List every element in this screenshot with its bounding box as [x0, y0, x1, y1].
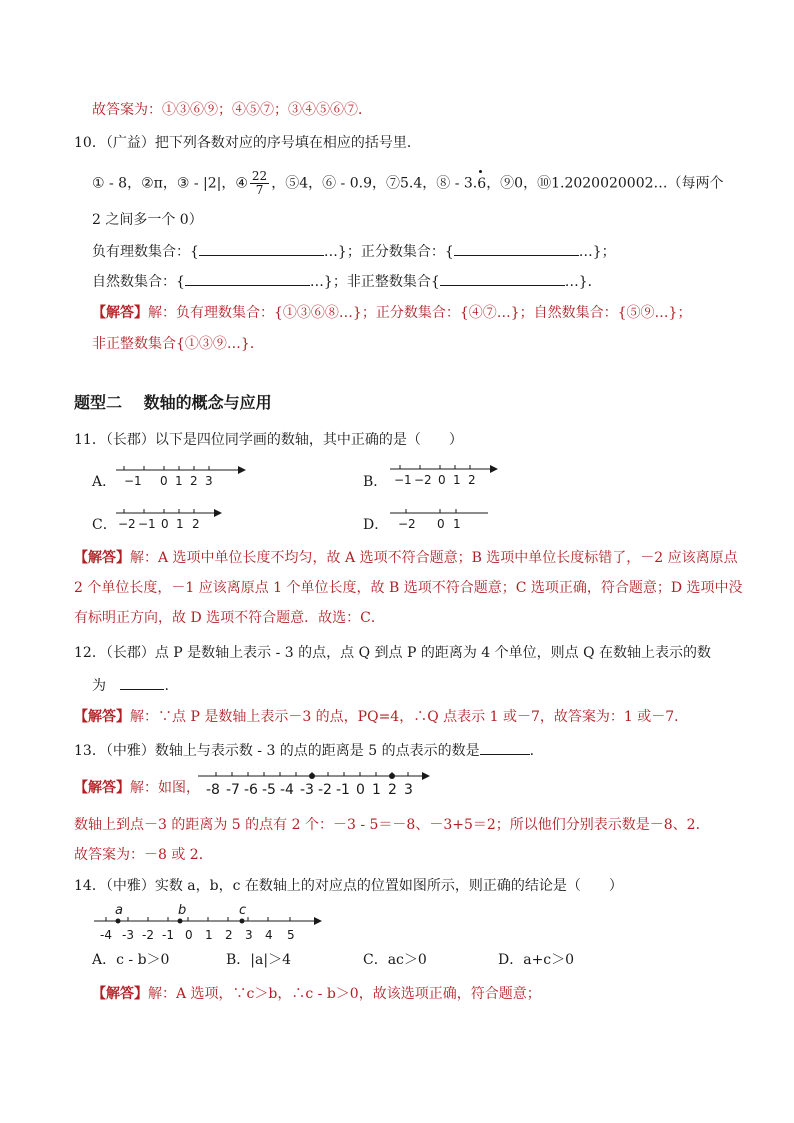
set-negative-rational-label: 负有理数集合：{	[92, 244, 199, 260]
tick-label-0: -8	[206, 782, 220, 798]
numbers-part-c: ，⑨0，⑩1.2020020002…（每两个	[486, 175, 724, 192]
numbers-part-a: ① - 8，②π，③ - |2|，④	[92, 175, 248, 192]
tick-label-6: -2	[318, 782, 332, 798]
tick-label-7: -1	[336, 782, 350, 798]
point-b-label: b	[178, 903, 187, 918]
question-12-stem-word: 为	[92, 678, 106, 694]
point-2	[389, 773, 395, 779]
tick-label-5: -3	[300, 782, 314, 798]
q14-tick-3: -1	[162, 928, 174, 942]
q14-tick-0: -4	[100, 928, 112, 942]
tick-c-4: 2	[192, 517, 200, 531]
tick-a-2: 1	[175, 474, 183, 488]
blank-nonpositive-int[interactable]	[440, 271, 565, 286]
set-natural-label: 自然数集合：{	[92, 274, 185, 290]
tick-label-11: 3	[404, 782, 413, 798]
answer-text: 解：∵点 P 是数轴上表示－3 的点，PQ=4，∴Q 点表示 1 或－7，故答案为：1 或－7．	[130, 709, 689, 725]
set-positive-fraction-label: …}；正分数集合：{	[323, 244, 454, 260]
set-row-1	[92, 241, 616, 262]
answer-label: 【解答】	[92, 986, 148, 1002]
set-row-1-end: …}；	[578, 244, 616, 260]
tick-label-1: -7	[226, 782, 240, 798]
question-13-answer-pre	[74, 778, 200, 798]
tick-label-4: -4	[280, 782, 294, 798]
tick-d-2: 1	[453, 517, 461, 531]
question-10-answer-cont: 非正整数集合{①③⑨…}．	[92, 336, 264, 352]
tick-b-2: 0	[438, 473, 446, 487]
number-line-d	[386, 503, 496, 533]
blank-negative-rational[interactable]	[199, 241, 324, 256]
question-10-stem: 10．（广益）把下列各数对应的序号填在相应的括号里．	[74, 135, 421, 151]
question-14-stem: 14．（中雅）实数 a，b，c 在数轴上的对应点的位置如图所示，则正确的结论是（ ）	[74, 878, 623, 894]
q14-tick-7: 3	[245, 928, 253, 942]
point-b	[178, 919, 183, 924]
tick-d-1: 0	[437, 517, 445, 531]
tick-label-9: 1	[372, 782, 381, 798]
answer-text: 解：A 选项，∵c＞b，∴c - b＞0，故该选项正确，符合题意；	[148, 986, 541, 1002]
option-a-label: A．	[92, 474, 117, 490]
q14-tick-9: 5	[287, 928, 295, 942]
question-11-answer-1	[74, 548, 738, 568]
q14-tick-8: 4	[265, 928, 273, 942]
answer-label: 【解答】	[74, 550, 130, 566]
q14-tick-6: 2	[225, 928, 233, 942]
tick-c-2: 0	[161, 517, 169, 531]
numbers-part-b: ，⑤4，⑥ - 0.9，⑦5.4，⑧ - 3.	[271, 175, 478, 192]
option-b-label: B．	[363, 474, 388, 490]
point-a-label: a	[115, 903, 123, 918]
question-14-answer	[92, 984, 541, 1004]
question-10-numbers	[92, 170, 724, 197]
tick-label-3: -5	[262, 782, 276, 798]
question-12-stem-cont: 为 .	[92, 675, 169, 696]
answer-text: 解：如图，	[130, 780, 200, 796]
question-13-stem-text: 13．（中雅）数轴上与表示数 - 3 的点的距离是 5 的点表示的数是	[74, 743, 480, 759]
tick-b-3: 1	[453, 473, 461, 487]
question-11-stem: 11．（长郡）以下是四位同学画的数轴，其中正确的是（ ）	[74, 432, 463, 448]
blank-q13[interactable]	[480, 740, 530, 755]
tick-b-0: −1	[394, 473, 412, 487]
number-line-c	[112, 503, 232, 533]
question-12-answer	[74, 707, 688, 727]
set-row-2	[92, 271, 602, 292]
question-11-answer-2: 2 个单位长度，－1 应该离原点 1 个单位长度，故 B 选项不符合题意；C 选项正确，符合题意；D 选项中没	[74, 580, 743, 596]
repeating-digit: 6	[477, 175, 487, 192]
fraction-denominator: 7	[255, 183, 264, 197]
answer-label: 【解答】	[92, 305, 148, 321]
q14-tick-1: -3	[122, 928, 134, 942]
q14-option-d: D．a+c＞0	[498, 952, 575, 968]
q14-tick-2: -2	[142, 928, 154, 942]
tick-b-1: −2	[414, 473, 432, 487]
tick-label-8: 0	[356, 782, 365, 798]
tick-label-2: -6	[244, 782, 258, 798]
tick-a-4: 3	[205, 474, 213, 488]
tick-a-1: 0	[160, 474, 168, 488]
fraction	[250, 170, 269, 197]
tick-a-3: 2	[190, 474, 198, 488]
question-13-answer-1: 数轴上到点－3 的距离为 5 的点有 2 个：－3 - 5＝－8、－3+5＝2；所以他们分别表示数是－8、2．	[74, 817, 710, 833]
question-11-answer-3: 有标明正方向，故 D 选项不符合题意．故选：C．	[74, 610, 385, 626]
tick-c-1: −1	[138, 517, 156, 531]
question-13-stem: 13．（中雅）数轴上与表示数 - 3 的点的距离是 5 的点表示的数是 .	[74, 740, 534, 761]
point-c-label: c	[239, 903, 247, 918]
answer-text: 解：负有理数集合：{①③⑥⑧…}；正分数集合：{④⑦…}；自然数集合：{⑤⑨…}；	[148, 305, 692, 321]
blank-positive-fraction[interactable]	[454, 241, 579, 256]
tick-c-0: −2	[118, 517, 136, 531]
number-line-q14	[92, 903, 332, 945]
tick-a-0: −1	[124, 474, 142, 488]
blank-q12[interactable]	[120, 675, 164, 690]
question-10-answer	[92, 303, 691, 323]
section-title: 题型二 数轴的概念与应用	[74, 393, 272, 412]
answer-text: 解：A 选项中单位长度不均匀，故 A 选项不符合题意；B 选项中单位长度标错了，－2 应该离原点	[130, 550, 738, 566]
number-line-b	[386, 459, 506, 489]
tick-b-4: 2	[468, 473, 476, 487]
set-row-2-end: …}．	[564, 274, 602, 290]
number-line-q13	[196, 764, 436, 800]
q14-option-a: A．c - b＞0	[92, 952, 170, 968]
q14-tick-4: 0	[185, 928, 193, 942]
tick-d-0: −2	[398, 517, 416, 531]
point-a	[116, 919, 121, 924]
tick-c-3: 1	[176, 517, 184, 531]
tick-label-10: 2	[388, 782, 397, 798]
fraction-numerator: 22	[251, 169, 268, 183]
question-13-answer-2: 故答案为：－8 或 2．	[74, 847, 213, 863]
blank-natural[interactable]	[185, 271, 310, 286]
set-nonpositive-int-label: …}；非正整数集合{	[309, 274, 440, 290]
point-minus-3	[309, 773, 315, 779]
q14-option-c: C．ac＞0	[363, 952, 427, 968]
answer-label: 【解答】	[74, 709, 130, 725]
option-c-label: C．	[92, 517, 117, 533]
point-c	[240, 919, 245, 924]
number-line-a	[112, 460, 252, 490]
option-d-label: D．	[363, 517, 389, 533]
answer-line: 故答案为：①③⑥⑨；④⑤⑦；③④⑤⑥⑦．	[92, 102, 372, 118]
answer-label: 【解答】	[74, 780, 130, 796]
question-12-stem: 12．（长郡）点 P 是数轴上表示 - 3 的点，点 Q 到点 P 的距离为 4 个单位，则点 Q 在数轴上表示的数	[74, 645, 712, 661]
question-10-numbers-cont: 2 之间多一个 0）	[92, 212, 203, 228]
q14-tick-5: 1	[205, 928, 213, 942]
q14-option-b: B．|a|＞4	[226, 952, 291, 968]
